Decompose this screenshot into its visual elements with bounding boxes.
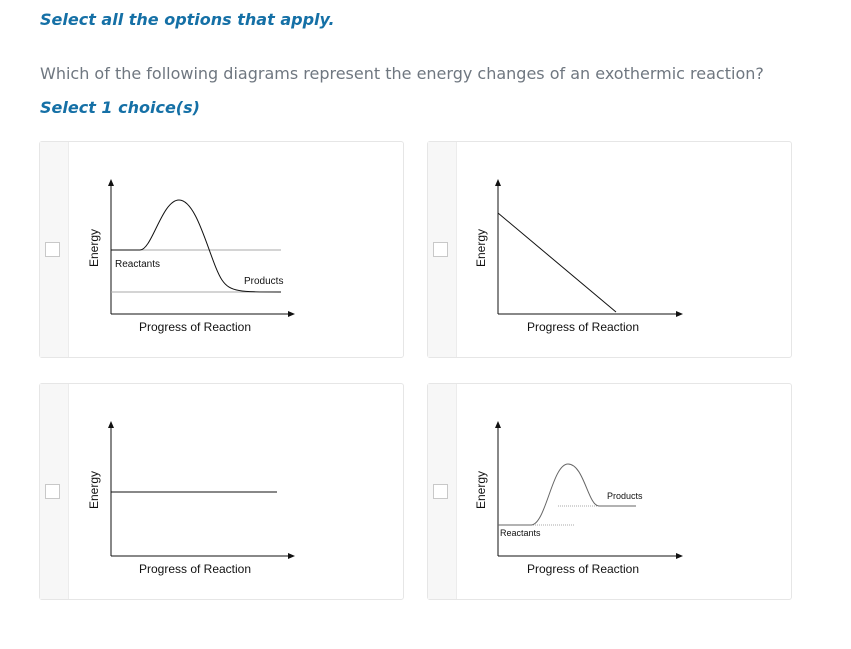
svg-text:Energy: Energy: [474, 470, 488, 510]
select-count: Select 1 choice(s): [40, 98, 200, 117]
instruction: Select all the options that apply.: [40, 10, 335, 29]
question-text: Which of the following diagrams represent the energy changes of an exothermic reaction?: [40, 64, 764, 83]
svg-text:Progress of Reaction: Progress of Reaction: [526, 320, 640, 334]
option-4[interactable]: [427, 383, 792, 600]
svg-text:Progress of Reaction: Progress of Reaction: [138, 562, 252, 576]
svg-text:Products: Products: [244, 276, 284, 287]
svg-text:Progress of Reaction: Progress of Reaction: [138, 320, 252, 334]
energy-diagram: [428, 142, 791, 357]
option-2[interactable]: [427, 141, 792, 358]
svg-text:Energy: Energy: [474, 228, 488, 268]
svg-text:Reactants: Reactants: [115, 259, 161, 270]
option-3[interactable]: [39, 383, 404, 600]
svg-text:Products: Products: [607, 491, 643, 501]
svg-text:Reactants: Reactants: [500, 528, 541, 538]
energy-diagram: [40, 142, 403, 357]
svg-text:Energy: Energy: [87, 470, 101, 510]
energy-diagram: [428, 384, 791, 599]
svg-text:Progress of Reaction: Progress of Reaction: [526, 562, 640, 576]
option-1[interactable]: [39, 141, 404, 358]
energy-diagram: [40, 384, 403, 599]
svg-text:Energy: Energy: [87, 228, 101, 268]
